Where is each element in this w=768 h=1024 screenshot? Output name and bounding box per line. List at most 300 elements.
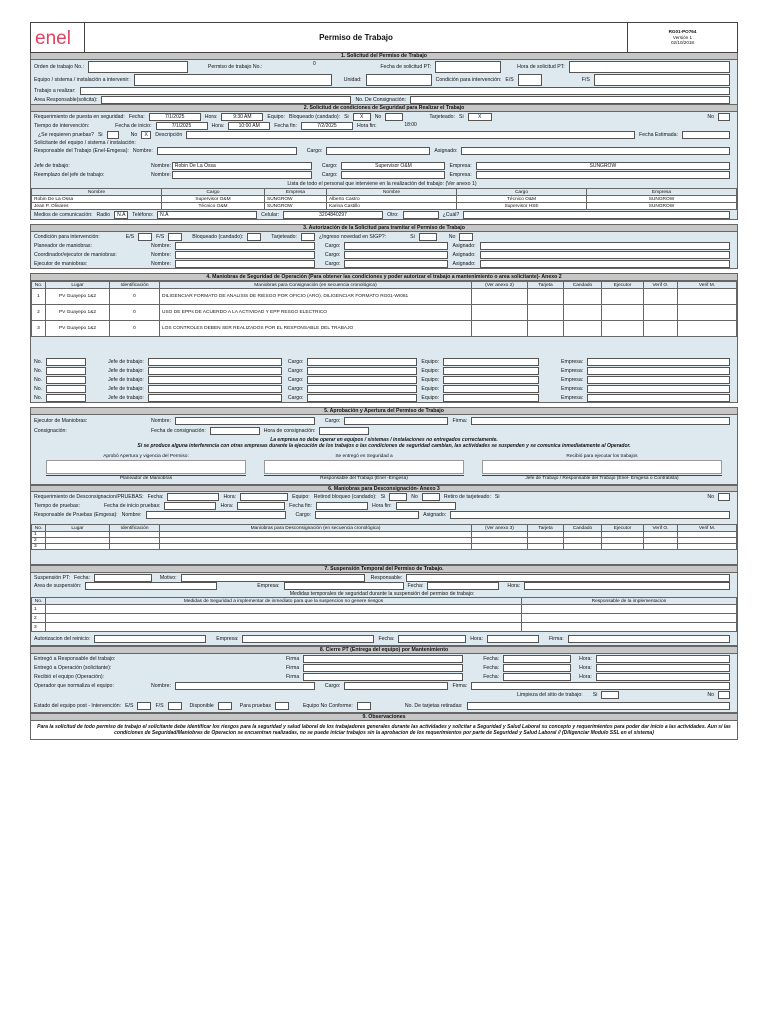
locked-no-checkbox[interactable] xyxy=(385,113,403,121)
label: Asignado: xyxy=(452,251,476,258)
s3-es-checkbox[interactable] xyxy=(138,233,152,241)
unit-field[interactable] xyxy=(366,74,432,86)
no-field[interactable] xyxy=(46,376,86,384)
signature-field[interactable] xyxy=(482,460,722,474)
hour-field[interactable] xyxy=(596,655,730,663)
es-checkbox[interactable] xyxy=(518,74,542,86)
table-cell[interactable]: Alberto Castro xyxy=(327,196,457,203)
responsible-assigned-field[interactable] xyxy=(461,147,730,155)
description-field[interactable] xyxy=(186,131,635,139)
label: Planeador de Maniobras xyxy=(46,475,246,481)
label: Si xyxy=(494,493,500,500)
tagged-no-checkbox[interactable] xyxy=(718,113,730,121)
signature-blocks xyxy=(31,451,737,484)
table-cell[interactable] xyxy=(564,544,602,550)
label: Suspensión PT: xyxy=(34,574,71,581)
label: Equipo: xyxy=(267,113,285,120)
label: Fecha: xyxy=(378,635,395,642)
table-cell[interactable] xyxy=(602,289,644,305)
table-cell[interactable]: Karina Castillo xyxy=(327,203,457,210)
work-to-do-field[interactable] xyxy=(80,87,730,95)
table-cell[interactable]: USO DE EPPs DE ACUERDO A LA ACTIVIDAD Y EPP RESGO ELECTRICO xyxy=(160,305,472,321)
label: Unidad: xyxy=(343,76,362,83)
label: Recibió el equipo (Operación): xyxy=(34,673,105,680)
test-start-date[interactable] xyxy=(164,502,216,510)
form-version: Versión 1 xyxy=(672,34,693,40)
work-chief-company-field[interactable]: SUNGROW xyxy=(476,162,730,170)
svg-text:enel: enel xyxy=(34,27,71,49)
estimated-date-field[interactable] xyxy=(682,131,730,139)
table-cell[interactable] xyxy=(678,289,737,305)
phone-field[interactable]: N.A xyxy=(157,211,257,219)
label: Tarjeteado: xyxy=(429,113,455,120)
coordinator-name-field[interactable] xyxy=(175,251,315,259)
equipment-field[interactable] xyxy=(134,74,332,86)
signature-responsible xyxy=(264,454,464,481)
label: Empresa: xyxy=(561,385,584,392)
label: Medidas temporales de seguridad durante la suspensión del permiso de trabajo: xyxy=(289,590,475,597)
section-4-title: 4. Maniobras de Seguridad de Operación (Para obtener las condiciones y poder autorizar el trabajo a mantenimiento o area solicitante)- Anexo 2 xyxy=(31,274,737,281)
coordinator-assigned-field[interactable] xyxy=(480,251,730,259)
label: Cargo: xyxy=(287,376,304,383)
radio-field[interactable]: N.A xyxy=(114,211,128,219)
executor-name-field[interactable] xyxy=(175,260,315,268)
unlock-yes-checkbox[interactable] xyxy=(389,493,407,501)
label: Hora: xyxy=(211,122,225,129)
replacement-company-field[interactable] xyxy=(476,171,730,179)
suspension-date-2[interactable] xyxy=(427,582,499,590)
s3-tagged-checkbox[interactable] xyxy=(301,233,315,241)
table-cell[interactable] xyxy=(602,544,644,550)
s3-fs-checkbox[interactable] xyxy=(168,233,182,241)
table-cell: 3 xyxy=(32,544,46,550)
cell-field[interactable]: 3204840297 xyxy=(283,211,383,219)
column-header: (Ver anexo 2) xyxy=(472,282,528,289)
which-field[interactable] xyxy=(463,211,730,219)
label: Fecha fin: xyxy=(274,122,297,129)
section-1-title: 1. Solicitud del Permiso de Trabajo xyxy=(31,53,737,60)
label: Hora: xyxy=(579,664,592,671)
column-header: Maniobras para Desconsignación (en secuencia cronológica) xyxy=(160,525,472,532)
label: Responsable del Trabajo (Enel -Emgesa) xyxy=(264,475,464,481)
table-cell[interactable]: Técnico O&M xyxy=(457,196,587,203)
label: Hora fin: xyxy=(356,122,377,129)
date-field[interactable] xyxy=(503,673,571,681)
company-field[interactable] xyxy=(587,376,730,384)
label: Empresa: xyxy=(449,171,472,178)
column-header: No. xyxy=(32,282,46,289)
label: Cargo: xyxy=(324,260,341,267)
table-cell[interactable] xyxy=(472,544,528,550)
hour-field[interactable] xyxy=(596,664,730,672)
tests-no-checkbox[interactable]: X xyxy=(141,131,151,139)
table-cell[interactable]: SUNGROW xyxy=(265,196,327,203)
column-header: Identificación xyxy=(110,282,160,289)
label: Coordinador/ejecutor de maniobras: xyxy=(34,251,117,258)
role-field[interactable] xyxy=(307,385,417,393)
chief-field[interactable] xyxy=(148,367,282,375)
column-header: Empresa xyxy=(587,189,737,196)
label: Ejecutor de maniobras: xyxy=(34,260,88,267)
table-cell[interactable] xyxy=(522,623,737,632)
label: No xyxy=(707,691,714,698)
label: E/S xyxy=(505,76,514,83)
table-cell[interactable] xyxy=(678,321,737,337)
label: Equipo: xyxy=(421,376,440,383)
signature-field[interactable] xyxy=(46,460,246,474)
fs-checkbox[interactable] xyxy=(594,74,730,86)
table-row xyxy=(32,289,737,305)
table-cell[interactable] xyxy=(160,544,472,550)
table-cell[interactable] xyxy=(46,605,522,614)
form-date: 02/10/2018 xyxy=(671,40,694,46)
table-cell[interactable] xyxy=(472,321,528,337)
label: Firma xyxy=(286,655,300,662)
label: Hora: xyxy=(223,493,237,500)
table-cell[interactable]: DILIGENCIAR FORMATO DE ANALISIS DE RIESGO POR OFICIO (ARO), DILIGENCIAR FORMATO RG01-WI081 xyxy=(160,289,472,305)
planner-assigned-field[interactable] xyxy=(480,242,730,250)
suspension-company[interactable] xyxy=(284,582,404,590)
table-cell[interactable]: SUNGROW xyxy=(265,203,327,210)
permit-form xyxy=(30,22,738,740)
label: F/S xyxy=(156,233,165,240)
table-cell[interactable]: Robin De La Ossa xyxy=(32,196,162,203)
no-field[interactable] xyxy=(46,358,86,366)
label: Asignado: xyxy=(423,511,447,518)
area-field[interactable] xyxy=(101,96,351,104)
consignation-date-field[interactable] xyxy=(210,427,260,435)
label: Retirod bloqueo (candado): xyxy=(313,493,377,500)
table-cell[interactable] xyxy=(564,321,602,337)
table-cell[interactable] xyxy=(522,605,737,614)
table-cell[interactable] xyxy=(110,544,160,550)
suspension-responsible[interactable] xyxy=(406,574,730,582)
restart-company[interactable] xyxy=(242,635,374,643)
table-cell[interactable]: Supervisor HSE xyxy=(457,203,587,210)
post-es-checkbox[interactable] xyxy=(137,702,151,710)
label: Jefe de trabajo: xyxy=(108,385,144,392)
column-header: Lugar xyxy=(46,282,110,289)
table-cell[interactable] xyxy=(46,614,522,623)
label: Nombre: xyxy=(151,251,171,258)
personnel-table xyxy=(31,188,737,210)
label: Firma: xyxy=(452,682,468,689)
label: Orden de trabajo No.: xyxy=(34,63,84,70)
table-cell: 0 xyxy=(110,321,160,337)
label: Cargo: xyxy=(287,367,304,374)
label: Nombre: xyxy=(121,511,142,518)
company-field[interactable] xyxy=(587,385,730,393)
table-row xyxy=(32,196,737,203)
label: Cargo: xyxy=(287,358,304,365)
label: Fecha de inicio: xyxy=(115,122,152,129)
label: Fecha Estimada: xyxy=(639,131,678,138)
removed-tags-field[interactable] xyxy=(467,702,731,710)
request-hour-field[interactable] xyxy=(569,61,730,73)
tests-yes-checkbox[interactable] xyxy=(107,131,119,139)
handover-row xyxy=(31,663,737,672)
enel-logo xyxy=(31,23,85,52)
restart-hour[interactable] xyxy=(487,635,539,643)
chief-row xyxy=(31,393,737,402)
table-cell[interactable]: LOS CONTROLES DEBEN SER REALIZADOS POR EL RESPONSABLE DEL TRABAJO xyxy=(160,321,472,337)
label: Equipo No Conforme: xyxy=(302,702,353,709)
restart-signature[interactable] xyxy=(568,635,730,643)
column-header: Tarjeta xyxy=(528,282,564,289)
table-cell[interactable]: Jean P. Olivares xyxy=(32,203,162,210)
restart-date[interactable] xyxy=(398,635,466,643)
label: Estado del equipo post - Intervención: xyxy=(34,702,122,709)
work-chief-role-field[interactable]: Supervisor O&M xyxy=(341,162,445,170)
label: Si xyxy=(592,691,598,698)
column-header: Maniobras para Consignación (en secuencia cronológica) xyxy=(160,282,472,289)
label: Firma: xyxy=(548,635,564,642)
table-cell[interactable] xyxy=(528,289,564,305)
table-cell[interactable] xyxy=(46,623,522,632)
tests-responsible-name[interactable] xyxy=(146,511,286,519)
label: Empresa: xyxy=(561,358,584,365)
label: Equipo: xyxy=(421,394,440,401)
tests-responsible-role[interactable] xyxy=(315,511,419,519)
label: No. xyxy=(34,394,43,401)
end-hour-field[interactable]: 18:00 xyxy=(404,121,417,128)
table-cell[interactable]: SUNGROW xyxy=(587,203,737,210)
table-cell[interactable]: Técnico O&M xyxy=(162,203,265,210)
end-date-field[interactable]: 7/2/2025 xyxy=(301,122,353,130)
table-cell[interactable]: Supervisor O&M xyxy=(162,196,265,203)
label: Requerimiento de puesta en seguridad: xyxy=(34,113,125,120)
label: Empresa: xyxy=(449,162,472,169)
label: Para pruebas xyxy=(239,702,271,709)
available-checkbox[interactable] xyxy=(218,702,232,710)
planner-role-field[interactable] xyxy=(344,242,448,250)
maneuvers-table xyxy=(31,281,737,337)
chief-field[interactable] xyxy=(148,358,282,366)
no-field[interactable] xyxy=(46,367,86,375)
label: Cargo: xyxy=(324,417,341,424)
handover-row xyxy=(31,654,737,663)
tagged-yes-checkbox[interactable]: X xyxy=(468,113,492,121)
signature-chief xyxy=(482,454,722,481)
label: E/S xyxy=(125,702,134,709)
table-cell[interactable] xyxy=(528,544,564,550)
form-title: Permiso de Trabajo xyxy=(319,33,393,42)
label: No. De tarjetas retiradas: xyxy=(404,702,463,709)
desc-date-field[interactable] xyxy=(167,493,219,501)
replacement-name-field[interactable] xyxy=(172,171,312,179)
table-cell[interactable] xyxy=(46,544,110,550)
table-row xyxy=(32,203,737,210)
table-cell[interactable] xyxy=(472,305,528,321)
test-end-date[interactable] xyxy=(316,502,368,510)
chief-field[interactable] xyxy=(148,376,282,384)
other-field[interactable] xyxy=(403,211,439,219)
label: Cargo: xyxy=(306,147,323,154)
company-field[interactable] xyxy=(587,394,730,402)
sigp-yes-checkbox[interactable] xyxy=(419,233,437,241)
label: F/S xyxy=(581,76,590,83)
tests-responsible-assigned[interactable] xyxy=(450,511,730,519)
sigp-no-checkbox[interactable] xyxy=(459,233,473,241)
table-cell[interactable] xyxy=(522,614,737,623)
equipment-field[interactable] xyxy=(443,358,539,366)
date-field[interactable] xyxy=(503,664,571,672)
replacement-role-field[interactable] xyxy=(341,171,445,179)
suspension-reason[interactable] xyxy=(181,574,365,582)
role-field[interactable] xyxy=(307,376,417,384)
chief-field[interactable] xyxy=(148,385,282,393)
label: Asignado: xyxy=(452,242,476,249)
label: No. De Consignación: xyxy=(355,96,406,103)
consignation-hour-field[interactable] xyxy=(319,427,369,435)
label: No. xyxy=(34,376,43,383)
untag-no-checkbox[interactable] xyxy=(718,493,730,501)
company-field[interactable] xyxy=(587,358,730,366)
label: Teléfono: xyxy=(132,211,154,218)
label: Bloqueado (candado): xyxy=(192,233,244,240)
label: Hora: xyxy=(579,673,592,680)
operator-name[interactable] xyxy=(175,682,315,690)
table-cell[interactable] xyxy=(472,289,528,305)
no-field[interactable] xyxy=(46,385,86,393)
table-cell: 2 xyxy=(32,538,46,544)
role-field[interactable] xyxy=(307,367,417,375)
label: Recibió para ejecutar los trabajos xyxy=(566,454,638,459)
consignation-field[interactable] xyxy=(410,96,730,104)
operator-signature[interactable] xyxy=(471,682,730,690)
table-cell[interactable] xyxy=(644,289,678,305)
label: Solicitante del equipo / sistema / instalación: xyxy=(34,139,136,146)
chief-field[interactable] xyxy=(148,394,282,402)
approval-executor-signature[interactable] xyxy=(471,417,730,425)
executor-role-field[interactable] xyxy=(344,260,448,268)
restart-authorization[interactable] xyxy=(94,635,206,643)
label: Nombre: xyxy=(151,682,171,689)
column-header: Verif M. xyxy=(678,525,737,532)
signature-field[interactable] xyxy=(303,673,463,681)
equipment-field[interactable] xyxy=(443,394,539,402)
signature-field[interactable] xyxy=(264,460,464,474)
label: Consignación: xyxy=(34,427,67,434)
label: Motivo: xyxy=(159,574,177,581)
post-fs-checkbox[interactable] xyxy=(168,702,182,710)
equipment-field[interactable] xyxy=(443,376,539,384)
label: Hora: xyxy=(579,655,592,662)
suspension-hour[interactable] xyxy=(524,582,730,590)
label: Planeador de maniobras: xyxy=(34,242,92,249)
role-field[interactable] xyxy=(307,358,417,366)
responsible-name-field[interactable] xyxy=(157,147,297,155)
table-cell: 2 xyxy=(32,614,46,623)
table-cell[interactable] xyxy=(528,321,564,337)
table-cell[interactable] xyxy=(564,305,602,321)
date-field[interactable] xyxy=(503,655,571,663)
equipment-field[interactable] xyxy=(443,385,539,393)
approval-executor-name[interactable] xyxy=(175,417,315,425)
section-9-title: 9. Observaciones xyxy=(31,714,737,721)
suspension-date[interactable] xyxy=(94,574,152,582)
work-chief-name-field[interactable]: Robin De La Ossa xyxy=(172,162,312,170)
cleaning-yes-checkbox[interactable] xyxy=(601,691,619,699)
label: Asignado: xyxy=(434,147,458,154)
equipment-field[interactable] xyxy=(443,367,539,375)
table-cell[interactable] xyxy=(678,305,737,321)
operator-role[interactable] xyxy=(344,682,448,690)
label: E/S xyxy=(125,233,135,240)
label: ¿Ingreso novedad en SIGP?: xyxy=(318,233,387,240)
label: Nombre: xyxy=(151,162,171,169)
coordinator-role-field[interactable] xyxy=(344,251,448,259)
nonconforming-checkbox[interactable] xyxy=(357,702,371,710)
table-cell[interactable]: SUNGROW xyxy=(587,196,737,203)
label: Ejecutor de Maniobras: xyxy=(34,417,88,424)
for-tests-checkbox[interactable] xyxy=(275,702,289,710)
locked-yes-checkbox[interactable]: X xyxy=(353,113,371,121)
label: Hora de consignación: xyxy=(263,427,316,434)
column-header: Candado xyxy=(564,525,602,532)
unlock-no-checkbox[interactable] xyxy=(422,493,440,501)
label: Fecha fin: xyxy=(289,502,312,509)
table-cell[interactable] xyxy=(602,321,644,337)
request-date-field[interactable] xyxy=(435,61,501,73)
start-hour-field[interactable]: 10:00 AM xyxy=(228,122,270,130)
label: Jefe de trabajo: xyxy=(34,162,70,169)
responsible-role-field[interactable] xyxy=(326,147,430,155)
test-end-hour[interactable] xyxy=(396,502,456,510)
no-field[interactable] xyxy=(46,394,86,402)
signature-field[interactable] xyxy=(303,655,463,663)
date-field[interactable]: 7/1/2025 xyxy=(149,113,201,121)
table-cell[interactable] xyxy=(644,544,678,550)
planner-name-field[interactable] xyxy=(175,242,315,250)
suspension-area[interactable] xyxy=(85,582,217,590)
column-header: Verif O. xyxy=(644,282,678,289)
approval-executor-role[interactable] xyxy=(344,417,448,425)
table-row xyxy=(32,544,737,550)
label: Hora: xyxy=(220,502,234,509)
permit-number-field[interactable]: 0 xyxy=(313,60,316,67)
label: Equipo: xyxy=(421,367,440,374)
desc-hour-field[interactable] xyxy=(240,493,288,501)
table-cell[interactable] xyxy=(644,305,678,321)
label: Reemplazo del jefe de trabajo: xyxy=(34,171,105,178)
hour-field[interactable]: 9:30 AM xyxy=(221,113,263,121)
company-field[interactable] xyxy=(587,367,730,375)
table-cell[interactable] xyxy=(644,321,678,337)
s3-locked-checkbox[interactable] xyxy=(247,233,261,241)
table-cell[interactable] xyxy=(678,544,737,550)
label: No. xyxy=(34,358,43,365)
table-cell: PV Guayepo 1&2 xyxy=(46,289,110,305)
hour-field[interactable] xyxy=(596,673,730,681)
executor-assigned-field[interactable] xyxy=(480,260,730,268)
label: Firma xyxy=(286,664,300,671)
column-header: No. xyxy=(32,525,46,532)
cleaning-no-checkbox[interactable] xyxy=(718,691,730,699)
order-number-field[interactable] xyxy=(88,61,188,73)
signature-field[interactable] xyxy=(303,664,463,672)
label: Equipo: xyxy=(421,358,440,365)
form-code: RG01-PO764 xyxy=(668,29,697,35)
table-cell[interactable] xyxy=(602,305,644,321)
table-cell[interactable] xyxy=(564,289,602,305)
role-field[interactable] xyxy=(307,394,417,402)
column-header: Medidas de Seguridad a implementar de inmediato para que la suspencion no genere riesgos xyxy=(46,598,522,605)
table-cell[interactable] xyxy=(528,305,564,321)
column-header: Cargo xyxy=(162,189,265,196)
test-start-hour[interactable] xyxy=(237,502,285,510)
start-date-field[interactable]: 7/1/2025 xyxy=(156,122,208,130)
